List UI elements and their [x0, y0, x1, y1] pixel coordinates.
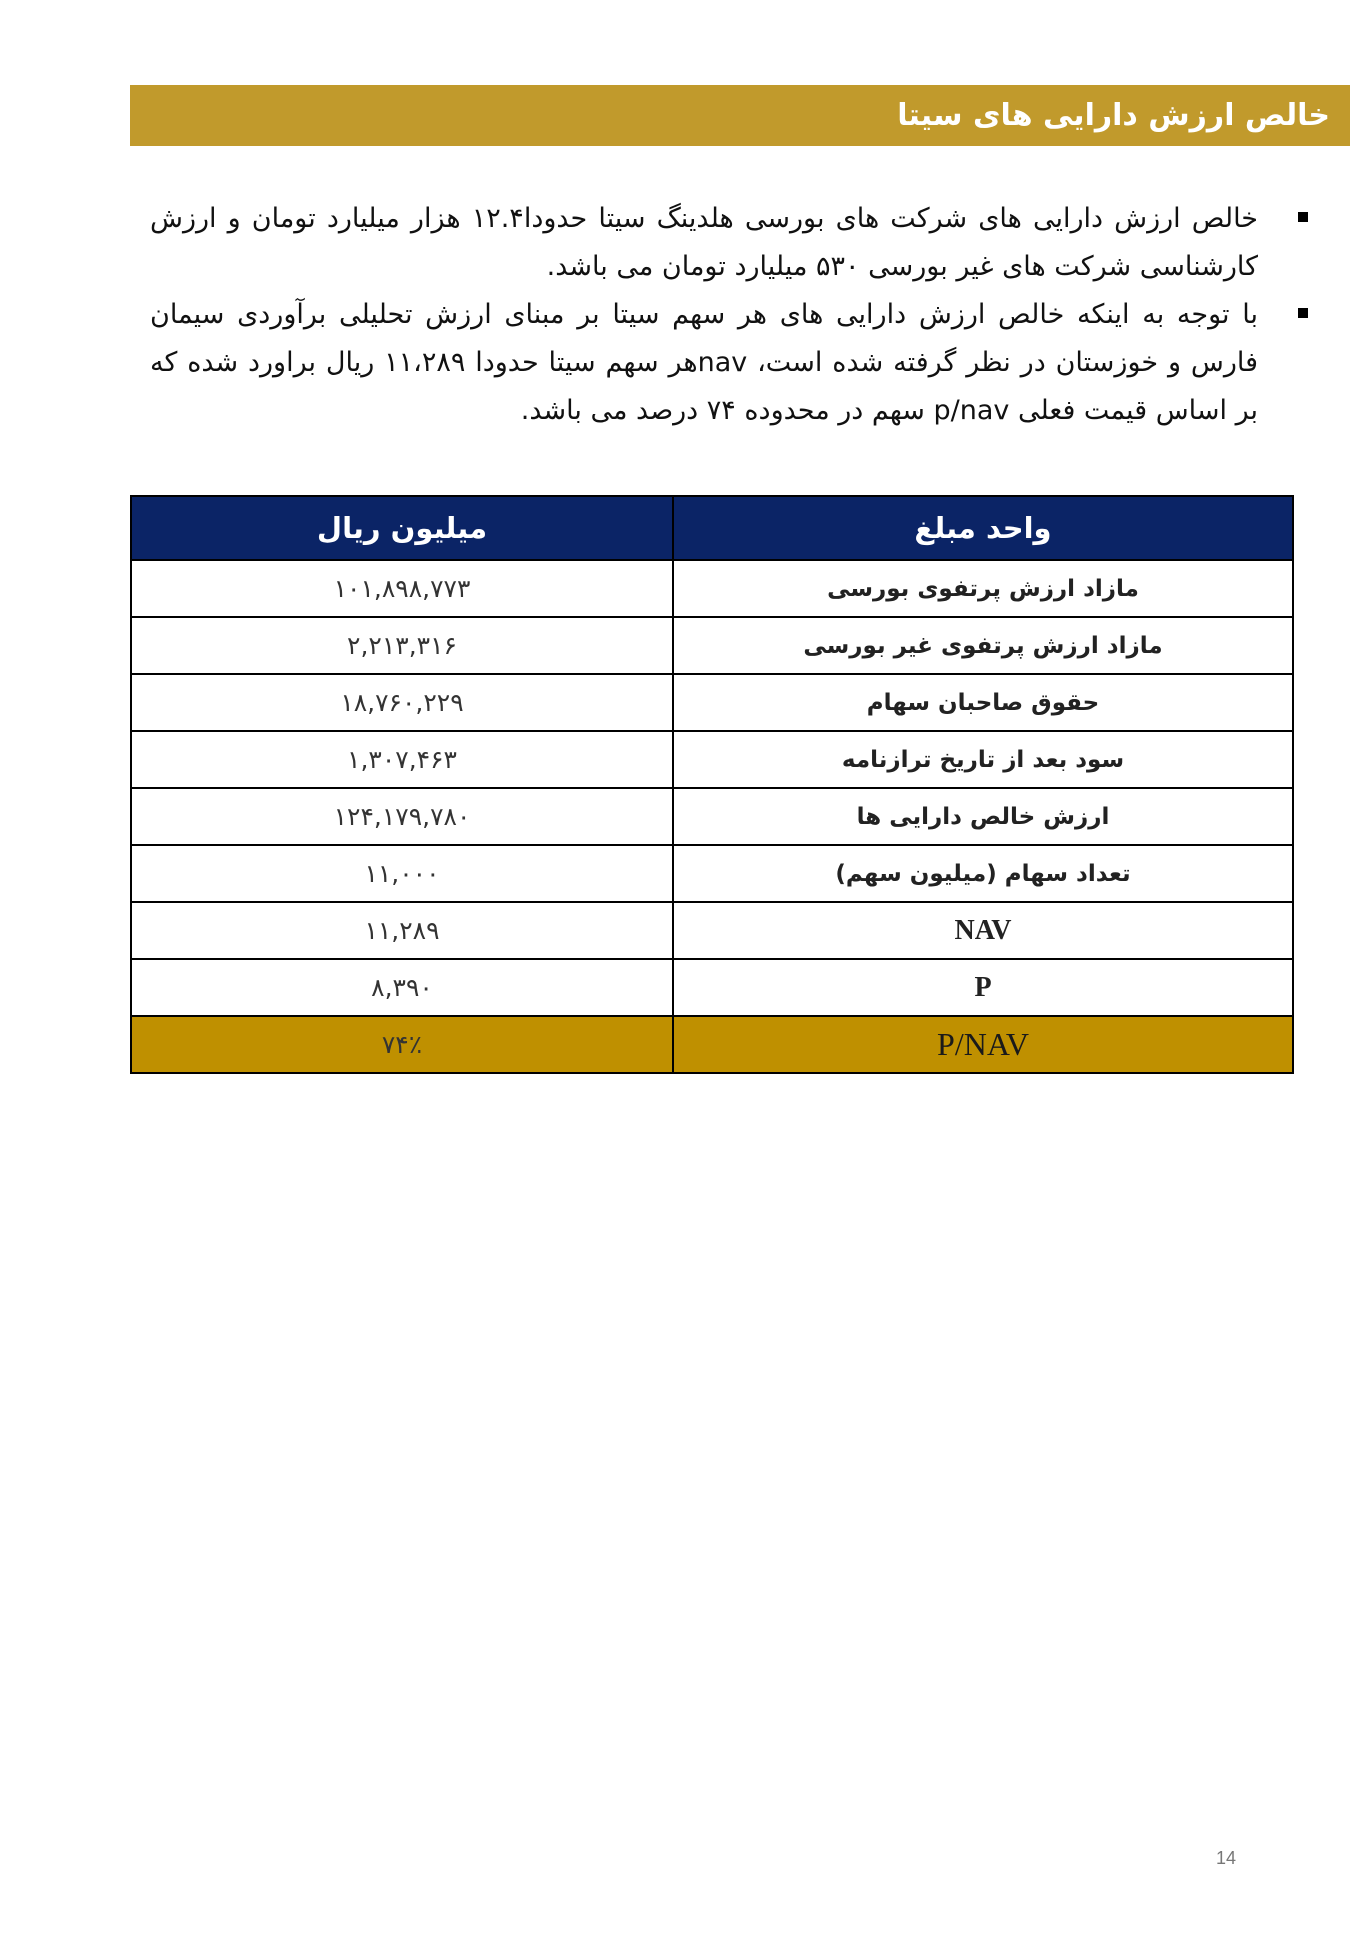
- square-bullet-icon: [1298, 308, 1308, 318]
- bullet-item: [150, 195, 1258, 291]
- row-label: ارزش خالص دارایی ها: [673, 788, 1293, 845]
- page-number: 14: [1216, 1848, 1237, 1868]
- table-row: [131, 959, 1293, 1016]
- bullet-text: با توجه به اینکه خالص ارزش دارایی های هر سهم سیتا بر مبنای ارزش تحلیلی برآوردی سیمان فارس و خوزستان در نظر گرفته شده است، navهر سهم سیتا حدودا ۱۱،۲۸۹ ریال براورد شده که بر اساس قیمت فعلی p/nav سهم در محدوده ۷۴ درصد می باشد.: [150, 299, 1258, 426]
- table-row: [131, 902, 1293, 959]
- row-value: ۱,۳۰۷,۴۶۳: [131, 731, 673, 788]
- row-value: ۱۱,۰۰۰: [131, 845, 673, 902]
- table-row: [131, 788, 1293, 845]
- table-row: [131, 617, 1293, 674]
- row-label: مازاد ارزش پرتفوی بورسی: [673, 560, 1293, 617]
- header-unit: واحد مبلغ: [673, 496, 1293, 560]
- row-label: NAV: [673, 902, 1293, 959]
- row-value: ۱۰۱,۸۹۸,۷۷۳: [131, 560, 673, 617]
- header-value: میلیون ریال: [131, 496, 673, 560]
- row-label: مازاد ارزش پرتفوی غیر بورسی: [673, 617, 1293, 674]
- row-label: حقوق صاحبان سهام: [673, 674, 1293, 731]
- nav-table: [130, 495, 1294, 1074]
- row-value: ۸,۳۹۰: [131, 959, 673, 1016]
- row-value: ۱۲۴,۱۷۹,۷۸۰: [131, 788, 673, 845]
- row-value: ۷۴٪: [131, 1016, 673, 1073]
- bullet-text: خالص ارزش دارایی های شرکت های بورسی هلدینگ سیتا حدودا۱۲.۴ هزار میلیارد تومان و ارزش کارشناسی شرکت های غیر بورسی ۵۳۰ میلیارد تومان می باشد.: [150, 203, 1258, 282]
- row-label: P: [673, 959, 1293, 1016]
- row-value: ۱۱,۲۸۹: [131, 902, 673, 959]
- table-row: [131, 845, 1293, 902]
- table-row: [131, 674, 1293, 731]
- bullet-list: [150, 195, 1310, 435]
- page-title: خالص ارزش دارایی های سیتا: [897, 98, 1330, 133]
- bullet-item: [150, 291, 1258, 435]
- square-bullet-icon: [1298, 212, 1308, 222]
- row-value: ۲,۲۱۳,۳۱۶: [131, 617, 673, 674]
- row-label: سود بعد از تاریخ ترازنامه: [673, 731, 1293, 788]
- table-header-row: [131, 496, 1293, 560]
- row-value: ۱۸,۷۶۰,۲۲۹: [131, 674, 673, 731]
- row-label: تعداد سهام (میلیون سهم): [673, 845, 1293, 902]
- table-row-highlight: [131, 1016, 1293, 1073]
- table-row: [131, 560, 1293, 617]
- row-label: P/NAV: [673, 1016, 1293, 1073]
- table-row: [131, 731, 1293, 788]
- section-title-bar: [130, 85, 1350, 146]
